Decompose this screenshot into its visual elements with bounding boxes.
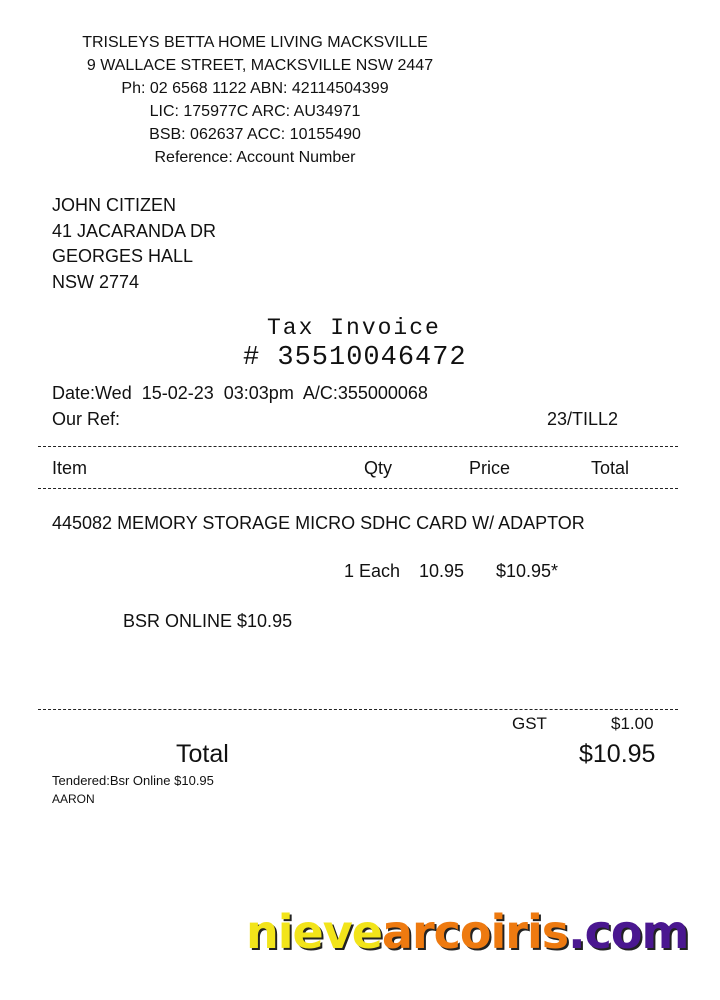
total-value: $10.95 <box>579 740 656 768</box>
store-bank: BSB: 062637 ACC: 10155490 <box>149 126 361 143</box>
our-ref-label: Our Ref: <box>52 409 121 429</box>
invoice-number: # 35510046472 <box>243 343 467 373</box>
divider <box>38 488 678 489</box>
total-label: Total <box>176 740 229 768</box>
store-name: TRISLEYS BETTA HOME LIVING MACKSVILLE <box>82 34 428 51</box>
store-address: 9 WALLACE STREET, MACKSVILLE NSW 2447 <box>86 57 434 74</box>
store-licence: LIC: 175977C ARC: AU34971 <box>149 103 361 120</box>
customer-name: JOHN CITIZEN <box>52 195 176 215</box>
operator: AARON <box>52 792 95 806</box>
col-item: Item <box>52 458 88 478</box>
item-description: 445082 MEMORY STORAGE MICRO SDHC CARD W/ ADAPTOR <box>52 513 585 533</box>
watermark-part: arcoiris <box>381 905 569 959</box>
invoice-title: Tax Invoice <box>267 315 441 341</box>
till-ref: 23/TILL2 <box>547 409 619 429</box>
customer-street: 41 JACARANDA DR <box>52 221 217 241</box>
customer-suburb: GEORGES HALL <box>52 246 194 266</box>
store-reference: Reference: Account Number <box>154 149 356 166</box>
payment-note: BSR ONLINE $10.95 <box>123 611 293 631</box>
gst-value: $1.00 <box>611 714 654 733</box>
store-phone-abn: Ph: 02 6568 1122 ABN: 42114504399 <box>121 80 389 97</box>
item-total: $10.95* <box>496 561 559 581</box>
item-price: 10.95 <box>419 561 465 581</box>
col-price: Price <box>469 458 511 478</box>
gst-label: GST <box>512 714 547 733</box>
divider <box>38 709 678 710</box>
watermark-logo <box>246 905 688 959</box>
invoice-date: Date:Wed 15-02-23 03:03pm A/C:355000068 <box>52 383 428 403</box>
col-total: Total <box>591 458 630 478</box>
item-qty: 1 Each <box>344 561 401 581</box>
divider <box>38 446 678 447</box>
tendered: Tendered:Bsr Online $10.95 <box>52 773 214 788</box>
customer-state: NSW 2774 <box>52 272 140 292</box>
watermark-part: .com <box>568 905 689 959</box>
col-qty: Qty <box>364 458 393 478</box>
watermark-part: nieve <box>246 905 382 959</box>
